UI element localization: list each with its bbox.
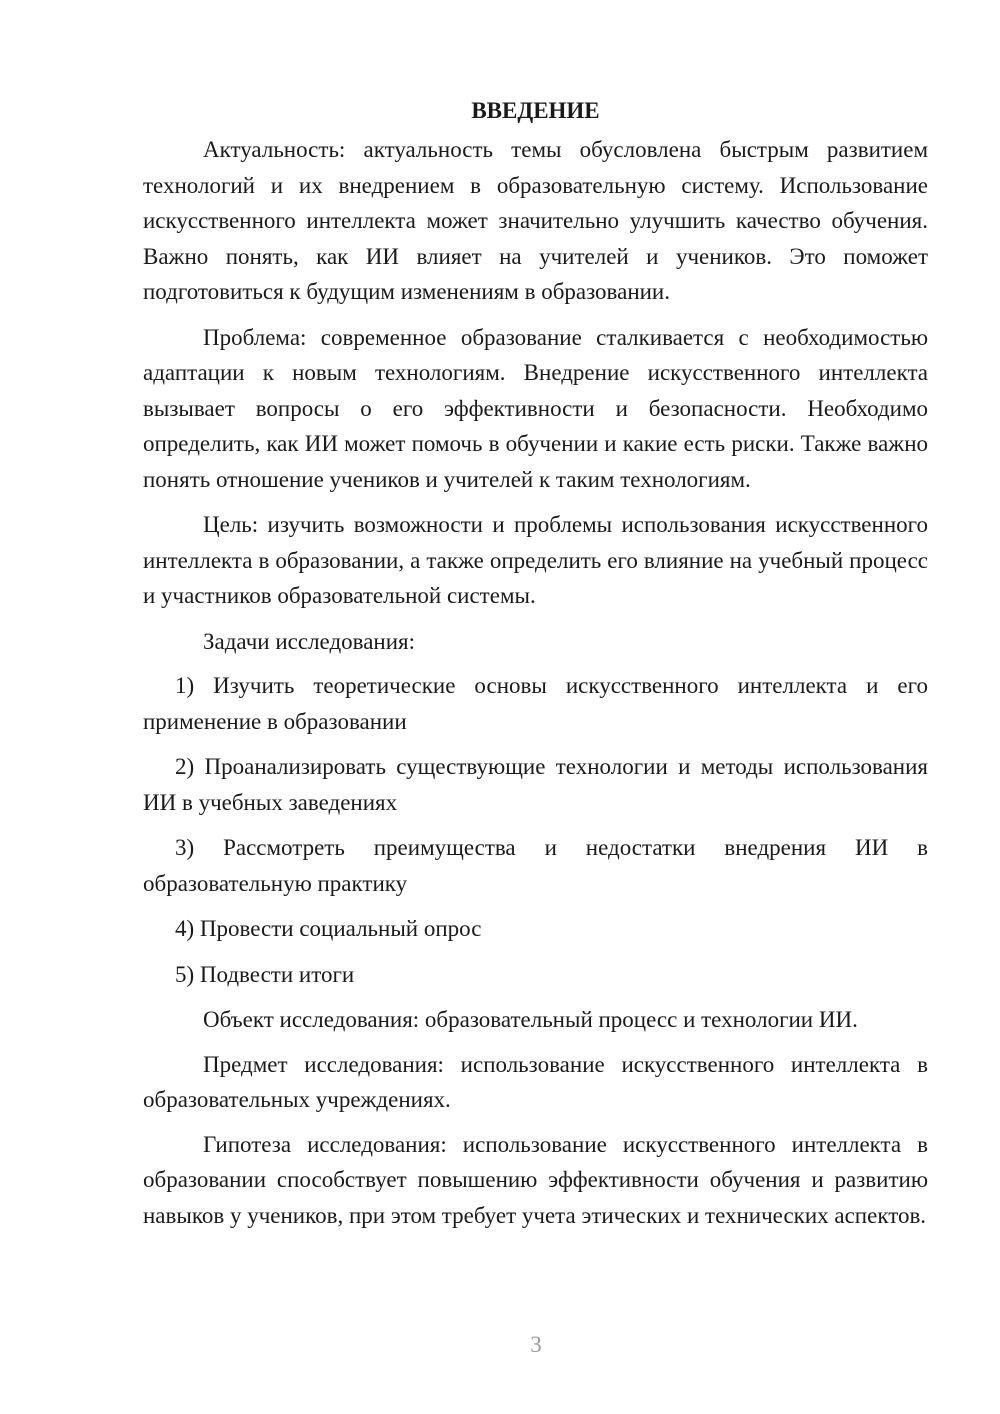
- tasks-heading: Задачи исследования:: [203, 628, 416, 654]
- paragraph-object: Объект исследования: образовательный процесс и технологии ИИ.: [203, 1007, 858, 1032]
- page-number: 3: [530, 1332, 542, 1357]
- task-item-1: 1) Изучить теоретические основы искусственного интеллекта и его применение в образовании: [143, 673, 928, 734]
- task-item-2: 2) Проанализировать существующие технологии и методы использования ИИ в учебных заведениях: [143, 754, 928, 815]
- paragraph-subject: Предмет исследования: использование искусственного интеллекта в образовательных учреждениях.: [143, 1051, 928, 1112]
- paragraph-goal: Цель: изучить возможности и проблемы использования искусственного интеллекта в образовании, а также определить его влияние на учебный процесс и участников образовательной системы.: [143, 512, 928, 608]
- paragraph-problem: Проблема: современное образование сталкивается с необходимостью адаптации к новым технологиям. Внедрение искусственного интеллекта вызывает вопросы о его эффективности и безопасности. Необходимо определить, как ИИ может помочь в обучении и какие есть риски. Также важно понять отношение учеников и учителей к таким технологиям.: [143, 324, 928, 492]
- task-item-4: 4) Провести социальный опрос: [175, 916, 482, 941]
- paragraph-hypothesis: Гипотеза исследования: использование искусственного интеллекта в образовании способствует повышению эффективности обучения и развитию навыков у учеников, при этом требует учета этических и технических аспектов.: [143, 1131, 928, 1228]
- page-title: ВВЕДЕНИЕ: [471, 98, 600, 123]
- task-item-5: 5) Подвести итоги: [175, 961, 355, 987]
- page-content: [143, 96, 928, 1242]
- task-item-3: 3) Рассмотреть преимущества и недостатки внедрения ИИ в образовательную практику: [143, 835, 928, 896]
- paragraph-relevance: Актуальность: актуальность темы обусловлена быстрым развитием технологий и их внедрением в образовательную систему. Использование искусственного интеллекта может значительно улучшить качество обучения. Важно понять, как ИИ влияет на учителей и учеников. Это поможет подготовиться к будущим изменениям в образовании.: [143, 137, 928, 304]
